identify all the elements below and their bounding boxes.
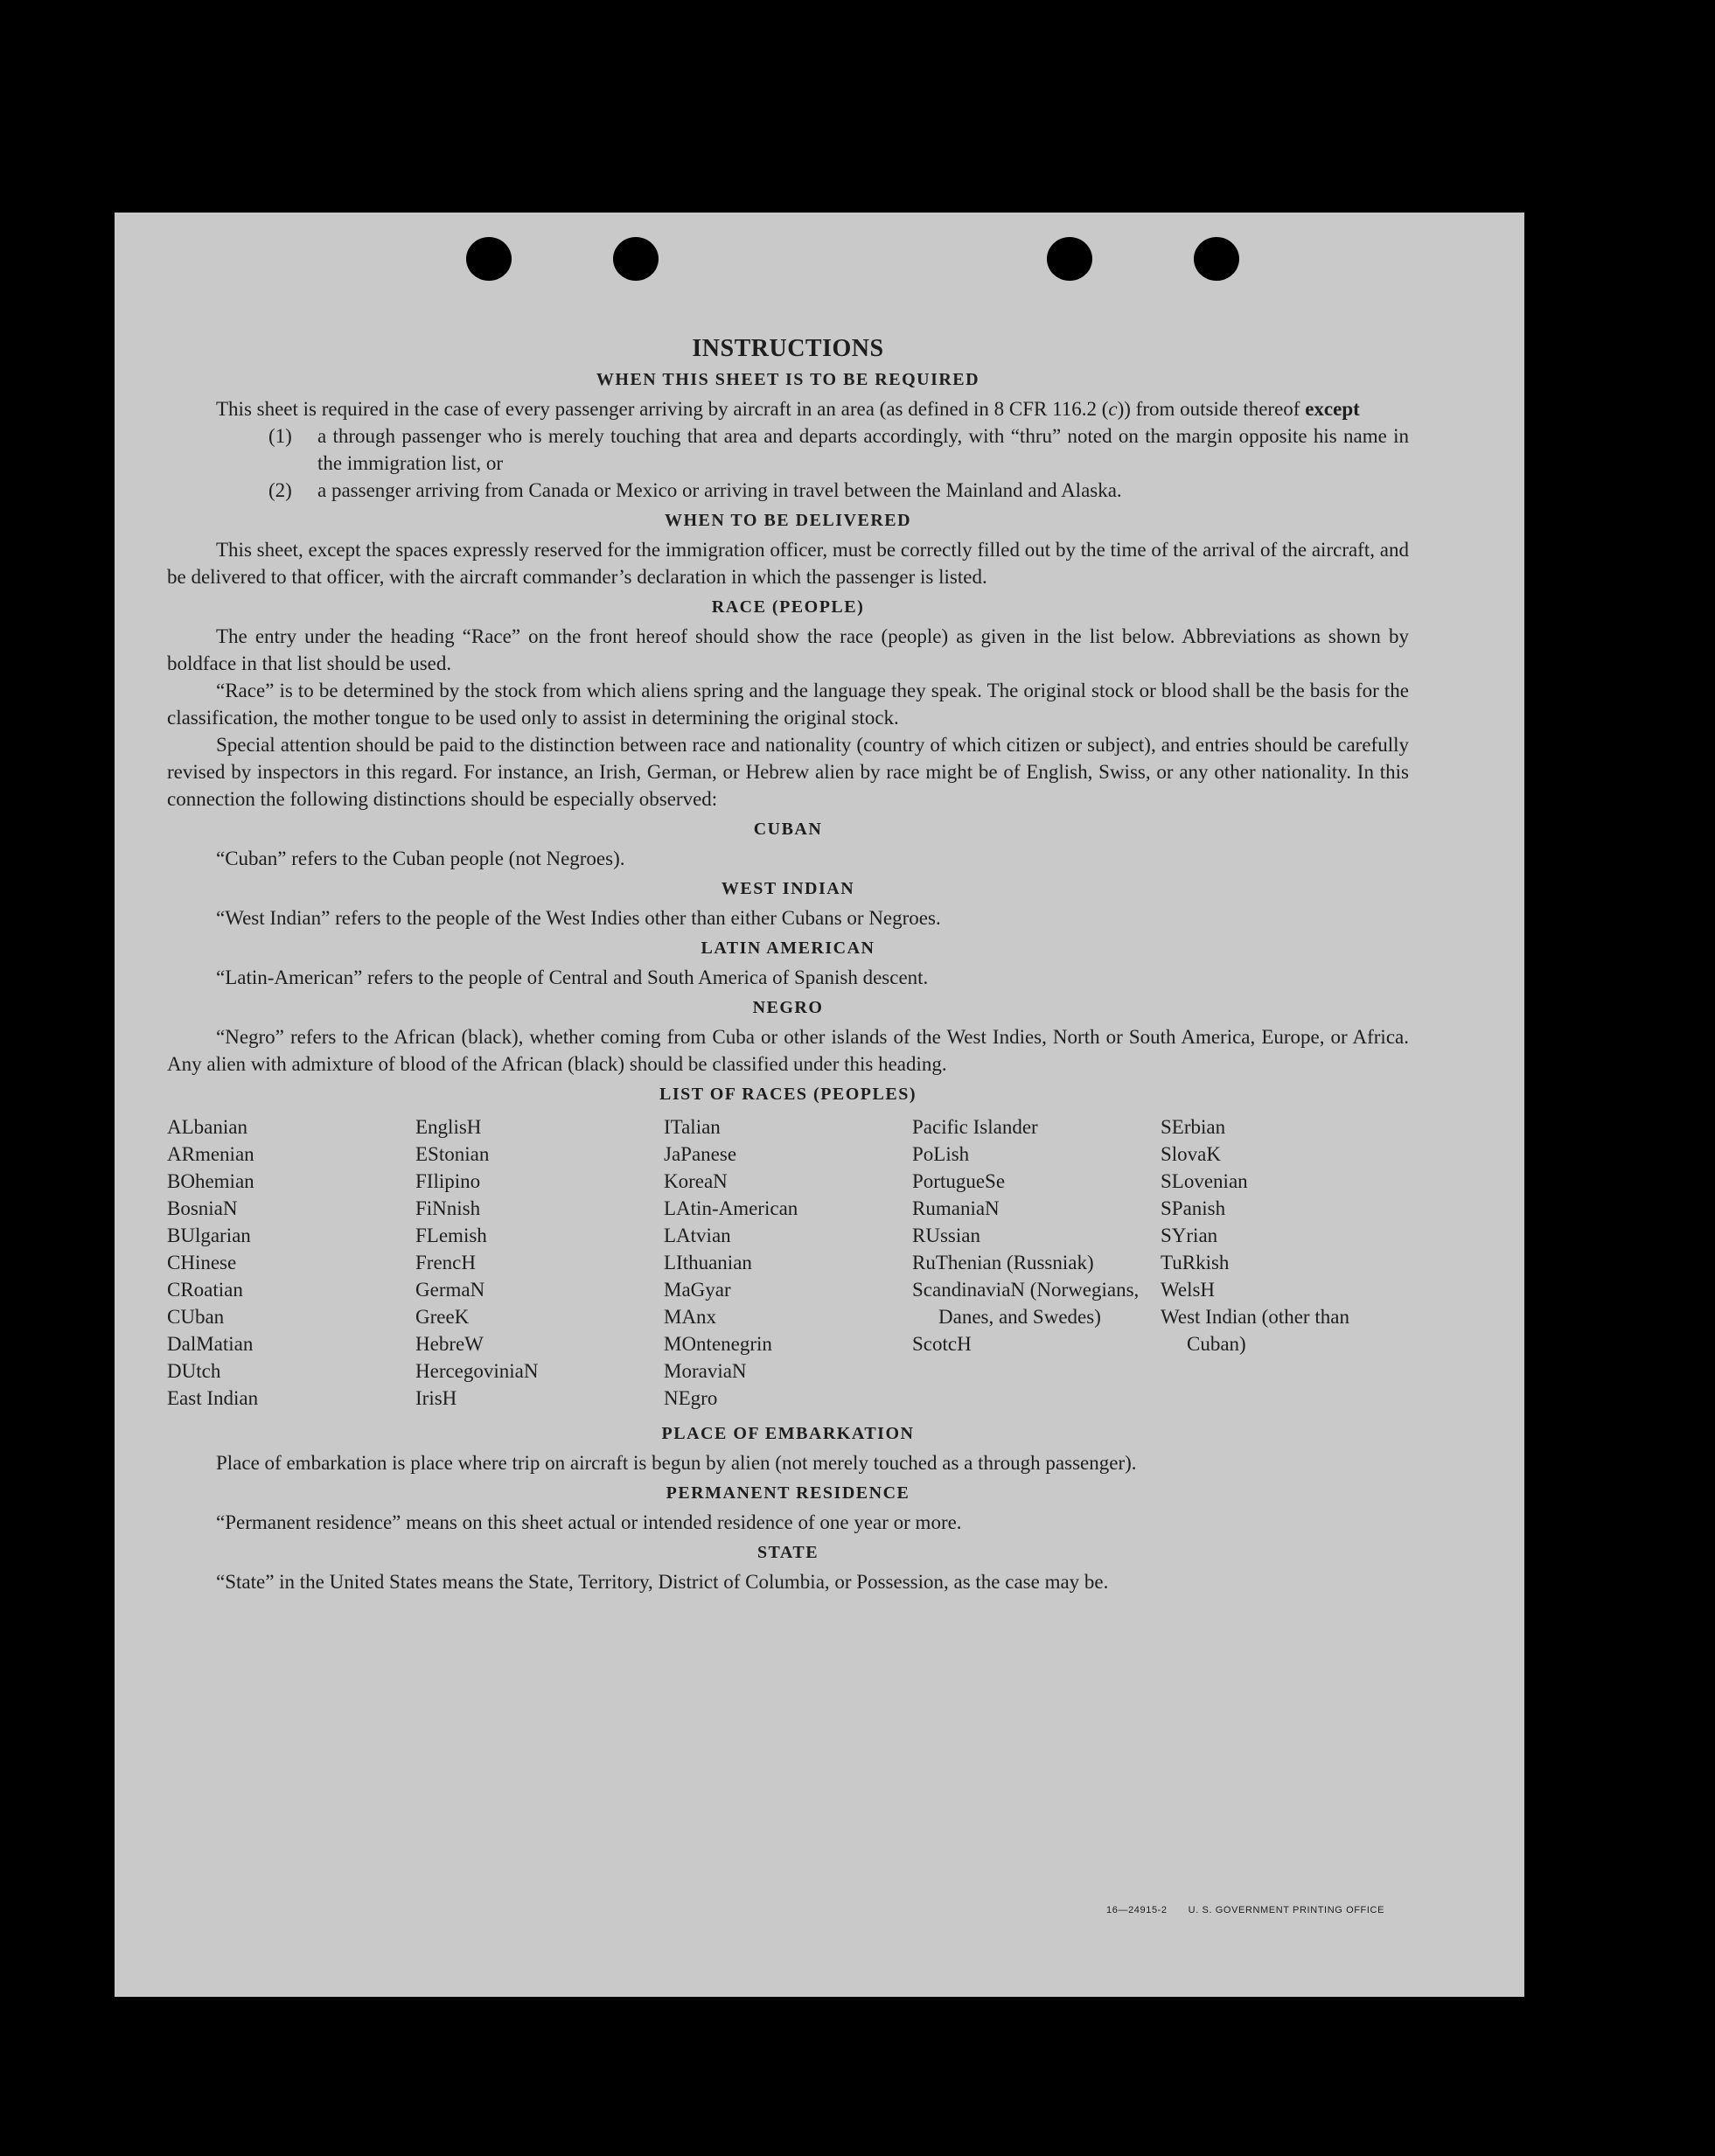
paragraph-when-required: This sheet is required in the case of every passenger arriving by aircraft in an area (as defined in 8 CFR 116.2 (c)) from outside thereof except xyxy=(216,398,1360,420)
race-entry: Pacific Islander xyxy=(912,1116,1038,1138)
race-entry: HercegoviniaN xyxy=(415,1360,539,1382)
paragraph-west-indian: “West Indian” refers to the people of the West Indies other than either Cubans or Negroes. xyxy=(216,907,941,929)
heading-latin-american: LATIN AMERICAN xyxy=(701,938,875,958)
race-entry: ScotcH xyxy=(912,1333,972,1355)
race-entry: ARmenian xyxy=(167,1143,254,1165)
race-column-5 xyxy=(1161,1113,1409,1412)
race-entry: NEgro xyxy=(664,1387,718,1409)
race-entry: DUtch xyxy=(167,1360,221,1382)
race-entry: LAtvian xyxy=(664,1225,731,1246)
punch-hole xyxy=(1047,237,1092,281)
sheet-content xyxy=(167,335,1409,1595)
race-entry: CHinese xyxy=(167,1252,237,1273)
paragraph-state: “State” in the United States means the State, Territory, District of Columbia, or Possession, as the case may be. xyxy=(216,1571,1109,1593)
race-entry: EStonian xyxy=(415,1143,490,1165)
race-entry: East Indian xyxy=(167,1387,259,1409)
heading-list-of-races: LIST OF RACES (PEOPLES) xyxy=(659,1085,917,1104)
form-code: 16—24915-2 xyxy=(1106,1905,1168,1915)
heading-when-required: WHEN THIS SHEET IS TO BE REQUIRED xyxy=(596,370,980,389)
heading-state: STATE xyxy=(756,1543,819,1562)
race-entry: EnglisH xyxy=(415,1116,482,1138)
paragraph-embarkation: Place of embarkation is place where trip on aircraft is begun by alien (not merely touched as a through passenger). xyxy=(216,1452,1137,1474)
race-entry: WelsH xyxy=(1161,1279,1216,1301)
punch-hole xyxy=(613,237,659,281)
paragraph-cuban: “Cuban” refers to the Cuban people (not Negroes). xyxy=(216,848,625,869)
race-entry: RumaniaN xyxy=(912,1197,1000,1219)
race-entry: MaGyar xyxy=(664,1279,731,1301)
exception-item-2: (2) a passenger arriving from Canada or Mexico or arriving in travel between the Mainland and Alaska. xyxy=(268,479,1122,501)
race-entry: MAnx xyxy=(664,1306,717,1328)
race-entry: SPanish xyxy=(1161,1197,1226,1219)
race-entry: CUban xyxy=(167,1306,225,1328)
race-entry: CRoatian xyxy=(167,1279,243,1301)
race-entry: BUlgarian xyxy=(167,1225,251,1246)
race-entry: ALbanian xyxy=(167,1116,247,1138)
race-entry: RUssian xyxy=(912,1225,980,1246)
punch-hole xyxy=(1194,237,1239,281)
race-entry: GermaN xyxy=(415,1279,485,1301)
race-column-3 xyxy=(664,1113,912,1412)
race-entry: FrencH xyxy=(415,1252,476,1273)
heading-negro: NEGRO xyxy=(752,998,824,1017)
race-column-1 xyxy=(167,1113,415,1412)
race-entry: JaPanese xyxy=(664,1143,737,1165)
race-entry: ITalian xyxy=(664,1116,721,1138)
race-entry: SLovenian xyxy=(1161,1170,1248,1192)
race-entry: LIthuanian xyxy=(664,1252,752,1273)
paragraph-when-delivered: This sheet, except the spaces expressly reserved for the immigration officer, must be correctly filled out by the time of the arrival of the aircraft, and be delivered to that officer, with the aircraft commander’s declaration in which the passenger is listed. xyxy=(167,539,1409,588)
race-entry: RuThenian (Russniak) xyxy=(912,1252,1094,1273)
race-list xyxy=(167,1113,1409,1412)
heading-west-indian: WEST INDIAN xyxy=(721,879,855,898)
race-entry: SlovaK xyxy=(1161,1143,1221,1165)
exception-item-1: (1) a through passenger who is merely touching that area and departs accordingly, with “thru” noted on the margin opposite his name in the immigration list, or xyxy=(268,425,1409,474)
paragraph-race-1: The entry under the heading “Race” on the front hereof should show the race (people) as given in the list below. Abbreviations as shown by boldface in that list should be used. xyxy=(167,625,1409,674)
paragraph-latin-american: “Latin-American” refers to the people of Central and South America of Spanish descent. xyxy=(216,966,929,988)
heading-when-delivered: WHEN TO BE DELIVERED xyxy=(664,511,912,530)
race-column-2 xyxy=(415,1113,664,1412)
paragraph-permanent-residence: “Permanent residence” means on this sheet actual or intended residence of one year or more. xyxy=(216,1511,962,1533)
paragraph-race-3: Special attention should be paid to the distinction between race and nationality (country of which citizen or subject), and entries should be carefully revised by inspectors in this regard. For instance, an Irish, German, or Hebrew alien by race might be of English, Swiss, or any other nationality. In this connection the following distinctions should be especially observed: xyxy=(167,734,1409,810)
page-title: INSTRUCTIONS xyxy=(692,335,884,362)
race-entry: MOntenegrin xyxy=(664,1333,772,1355)
race-entry: FiNnish xyxy=(415,1197,481,1219)
heading-permanent-residence: PERMANENT RESIDENCE xyxy=(666,1483,910,1503)
race-entry: DalMatian xyxy=(167,1333,254,1355)
heading-cuban: CUBAN xyxy=(753,820,823,839)
race-entry: ScandinaviaN (Norwegians, Danes, and Swedes) xyxy=(912,1279,1140,1328)
race-entry: HebreW xyxy=(415,1333,484,1355)
race-entry: KoreaN xyxy=(664,1170,728,1192)
race-entry: PoLish xyxy=(912,1143,970,1165)
race-entry: West Indian (other than Cuban) xyxy=(1161,1306,1349,1355)
race-entry: MoraviaN xyxy=(664,1360,747,1382)
race-entry: LAtin-American xyxy=(664,1197,798,1219)
race-entry: FIlipino xyxy=(415,1170,481,1192)
race-entry: FLemish xyxy=(415,1225,487,1246)
punch-hole xyxy=(466,237,512,281)
paragraph-negro: “Negro” refers to the African (black), whether coming from Cuba or other islands of the West Indies, North or South America, Europe, or Africa. Any alien with admixture of blood of the African (black) should be classified under this heading. xyxy=(167,1026,1409,1075)
race-column-4 xyxy=(912,1113,1161,1412)
instruction-sheet xyxy=(115,213,1524,1997)
race-entry: IrisH xyxy=(415,1387,457,1409)
heading-race: RACE (PEOPLE) xyxy=(711,597,865,617)
race-entry: TuRkish xyxy=(1161,1252,1230,1273)
race-entry: BosniaN xyxy=(167,1197,238,1219)
race-entry: SYrian xyxy=(1161,1225,1218,1246)
race-entry: SErbian xyxy=(1161,1116,1226,1138)
printer-imprint: U. S. GOVERNMENT PRINTING OFFICE xyxy=(1188,1905,1384,1915)
race-entry: GreeK xyxy=(415,1306,470,1328)
race-entry: PortugueSe xyxy=(912,1170,1006,1192)
print-code xyxy=(1085,1905,1384,1915)
paragraph-race-2: “Race” is to be determined by the stock from which aliens spring and the language they speak. The original stock or blood shall be the basis for the classification, the mother tongue to be used only to assist in determining the original stock. xyxy=(167,680,1409,729)
race-entry: BOhemian xyxy=(167,1170,254,1192)
heading-embarkation: PLACE OF EMBARKATION xyxy=(661,1424,915,1443)
